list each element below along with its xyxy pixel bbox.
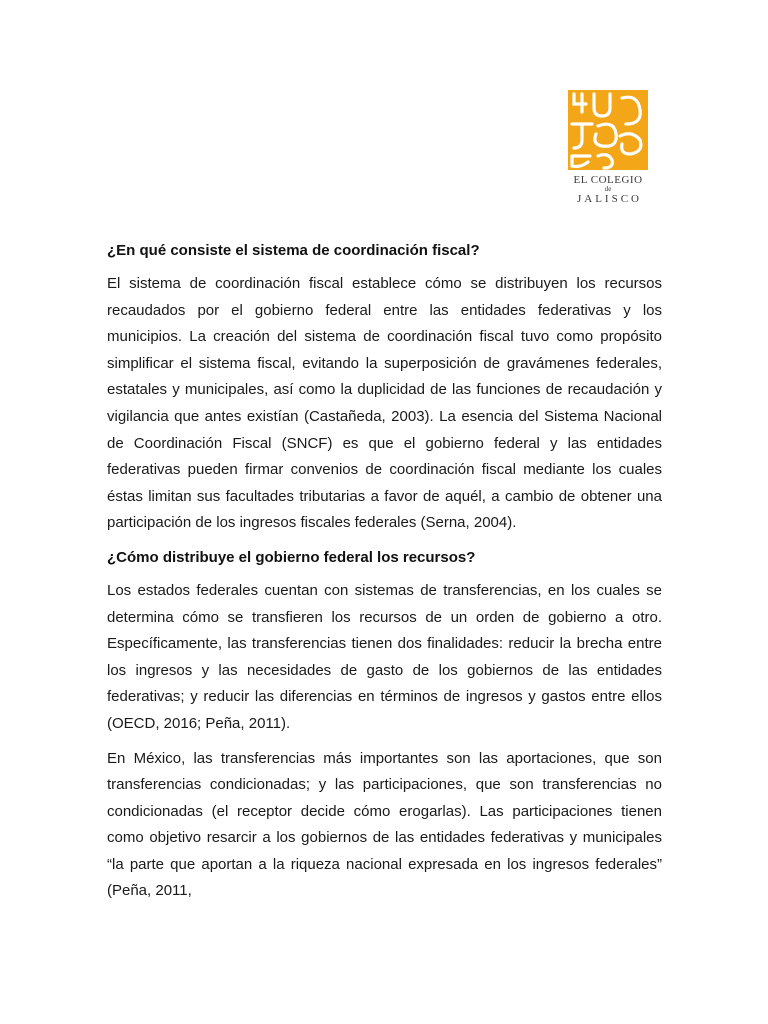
- logo-text-el-colegio: EL COLEGIO: [573, 174, 643, 186]
- logo-text-jalisco: JALISCO: [576, 193, 642, 205]
- section-heading: ¿Cómo distribuye el gobierno federal los recursos?: [107, 548, 476, 566]
- body-paragraph: Los estados federales cuentan con sistemas de transferencias, en los cuales se determina cómo se transfieren los recursos de un orden de gobierno a otro. Específicamente, las transferencias tienen dos finalidades: reducir la brecha entre los ingresos y las necesidades de gasto de los gobiernos de las entidades federativas; y reducir las diferencias en términos de ingresos y gastos entre ellos (OECD, 2016; Peña, 2011).: [107, 581, 662, 732]
- monogram-icon: [568, 90, 648, 170]
- colegio-jalisco-logo: [566, 90, 650, 205]
- body-paragraph: El sistema de coordinación fiscal establece cómo se distribuyen los recursos recaudados por el gobierno federal entre las entidades federativas y los municipios. La creación del sistema de coordinación fiscal tuvo como propósito simplificar el sistema fiscal, evitando la superposición de gravámenes federales, estatales y municipales, así como la duplicidad de las funciones de recaudación y vigilancia que antes existían (Castañeda, 2003). La esencia del Sistema Nacional de Coordinación Fiscal (SNCF) es que el gobierno federal y las entidades federativas pueden firmar convenios de coordinación fiscal mediante los cuales éstas limitan sus facultades tributarias a favor de aquél, a cambio de obtener una participación de los ingresos fiscales federales (Serna, 2004).: [107, 275, 662, 532]
- body-paragraph: En México, las transferencias más importantes son las aportaciones, que son transferencias condicionadas; y las participaciones, que son transferencias no condicionadas (el receptor decide cómo erogarlas). Las participaciones tienen como objetivo resarcir a los gobiernos de las entidades federativas y municipales “la parte que aportan a la riqueza nacional expresada en los ingresos federales” (Peña, 2011,: [107, 749, 662, 900]
- section-heading: ¿En qué consiste el sistema de coordinación fiscal?: [107, 242, 480, 259]
- logo-text-de: de: [604, 185, 612, 193]
- document-body: [107, 238, 662, 913]
